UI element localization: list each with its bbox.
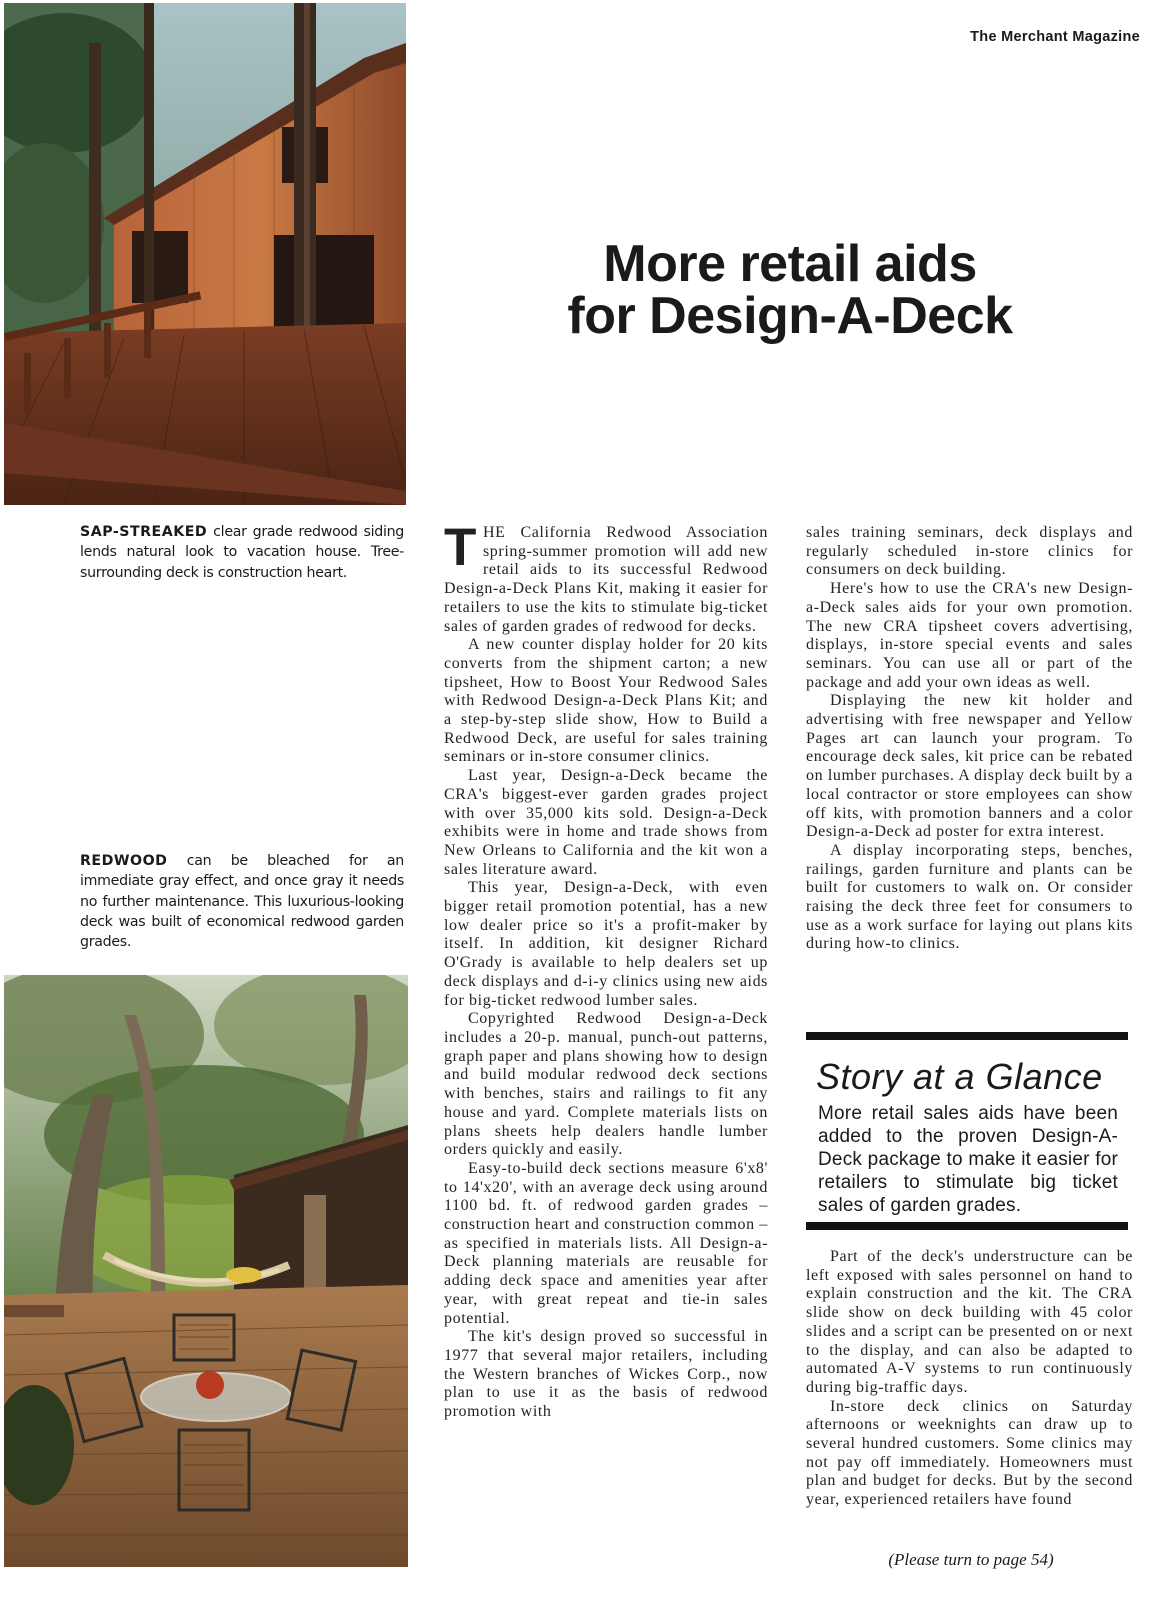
article-column-2-top bbox=[806, 524, 1133, 954]
article-paragraph-1: THE California Redwood Association spring-summer promotion will add new retail aids to its successful Redwood Design-a-Deck Plans Kit, making it easier for retailers to use the kits to stimulate big-ticket sales of garden grades of redwood for decks. bbox=[444, 518, 768, 635]
article-paragraph-7: The kit's design proved so successful in 1977 that several major retailers, including the Western branches of Wickes Corp., now plan to use it as the basis of redwood promotion with bbox=[444, 1328, 768, 1421]
caption-bottom bbox=[80, 851, 404, 952]
article-paragraph-6: Easy-to-build deck sections measure 6'x8' to 14'x20', with an average deck using around 1100 bd. ft. of redwood garden grades – construction heart and construction common – as specified in materials lists. All Design-a-Deck planning materials are reusable for adding deck space and amenities year after year, with great repeat and tie-in sales potential. bbox=[444, 1159, 768, 1327]
caption-bottom-lead: REDWOOD bbox=[80, 853, 168, 869]
article-paragraph-10: Displaying the new kit holder and advertising with free newspaper and Yellow Pages art can launch your program. To encourage deck sales, kit price can be rebated on lumber purchases. A display deck built by a local contractor or store employees can show off kits, with promotion banners and a color Design-a-Deck ad poster for extra interest. bbox=[806, 692, 1133, 841]
article-paragraph-2: A new counter display holder for 20 kits converts from the shipment carton; a new tipsheet, How to Boost Your Redwood Sales with Redwood Design-a-Deck Plans Kit; and a step-by-step slide show, How to Build a Redwood Deck, are useful for sales training seminars or in-store consumer clinics. bbox=[444, 636, 768, 766]
article-paragraph-5: Copyrighted Redwood Design-a-Deck includes a 20-p. manual, punch-out patterns, graph paper and plans showing how to design and build modular redwood deck sections with benches, stairs and railings to fit any house and yard. Complete materials lists on plans sheets help dealers handle lumber orders quickly and easily. bbox=[444, 1010, 768, 1159]
photo-redwood-deck bbox=[4, 975, 408, 1567]
glance-rule-bottom bbox=[806, 1222, 1128, 1230]
article-paragraph-9: Here's how to use the CRA's new Design-a-Deck sales aids for your own promotion. The new CRA tipsheet covers advertising, displays, in-store special events and sales seminars. You can use all or part of the package and add your own ideas as well. bbox=[806, 580, 1133, 691]
article-column-2-bottom bbox=[806, 1248, 1133, 1510]
article-paragraph-11: A display incorporating steps, benches, railings, garden furniture and plants can be built for customers to walk on. Or consider raising the deck three feet for consumers to use as a work surface for laying out plans kits during how-to clinics. bbox=[806, 841, 1133, 953]
publication-name: The Merchant Magazine bbox=[970, 29, 1140, 45]
article-paragraph-4: This year, Design-a-Deck, with even bigger retail promotion potential, has a new low dealer price so it's a profit-maker by itself. In addition, kit designer Richard O'Grady is available to help dealers set up deck displays and d-i-y clinics using new aids for big-ticket redwood lumber sales. bbox=[444, 879, 768, 1009]
caption-top-text: clear grade redwood siding lends natural look to vacation house. Tree-surrounding deck is construction heart. bbox=[80, 524, 404, 581]
title-line-2: for Design-A-Deck bbox=[567, 287, 1013, 345]
caption-bottom-text: can be bleached for an immediate gray effect, and once gray it needs no further maintenance. This luxurious-looking deck was built of economical redwood garden grades. bbox=[80, 853, 404, 951]
caption-top bbox=[80, 522, 404, 583]
drop-cap: T bbox=[444, 518, 477, 577]
glance-body: More retail sales aids have been added to the proven Design-A-Deck package to make it easier for retailers to stimulate big ticket sales of garden grades. bbox=[818, 1103, 1118, 1216]
continued-notice: (Please turn to page 54) bbox=[888, 1550, 1054, 1569]
photo-redwood-house bbox=[4, 3, 406, 505]
article-title bbox=[520, 235, 1060, 345]
article-column-1 bbox=[444, 518, 768, 1422]
article-paragraph-13: In-store deck clinics on Saturday afternoons or weeknights can draw up to several hundred customers. Some clinics may not pay off immediately. Homeowners must plan and budget for decks. But by the second year, experienced retailers have found bbox=[806, 1397, 1133, 1509]
caption-top-lead: SAP-STREAKED bbox=[80, 524, 208, 540]
article-paragraph-3: Last year, Design-a-Deck became the CRA's biggest-ever garden grades project with over 35,000 kits sold. Design-a-Deck exhibits were in home and trade shows from New Orleans to California and the kit won a sales literature award. bbox=[444, 767, 768, 878]
title-line-1: More retail aids bbox=[603, 235, 977, 293]
article-paragraph-12: Part of the deck's understructure can be left exposed with sales personnel on hand to explain construction and the kit. The CRA slide show on deck building with 45 color slides and a script can be presented on or next to the display, and can also be adapted to automated A-V systems to run continuously during big-traffic days. bbox=[806, 1248, 1133, 1396]
glance-rule-top bbox=[806, 1032, 1128, 1040]
glance-title: Story at a Glance bbox=[816, 1056, 1103, 1097]
article-paragraph-8: sales training seminars, deck displays and regularly scheduled in-store clinics for consumers on deck building. bbox=[806, 524, 1133, 579]
